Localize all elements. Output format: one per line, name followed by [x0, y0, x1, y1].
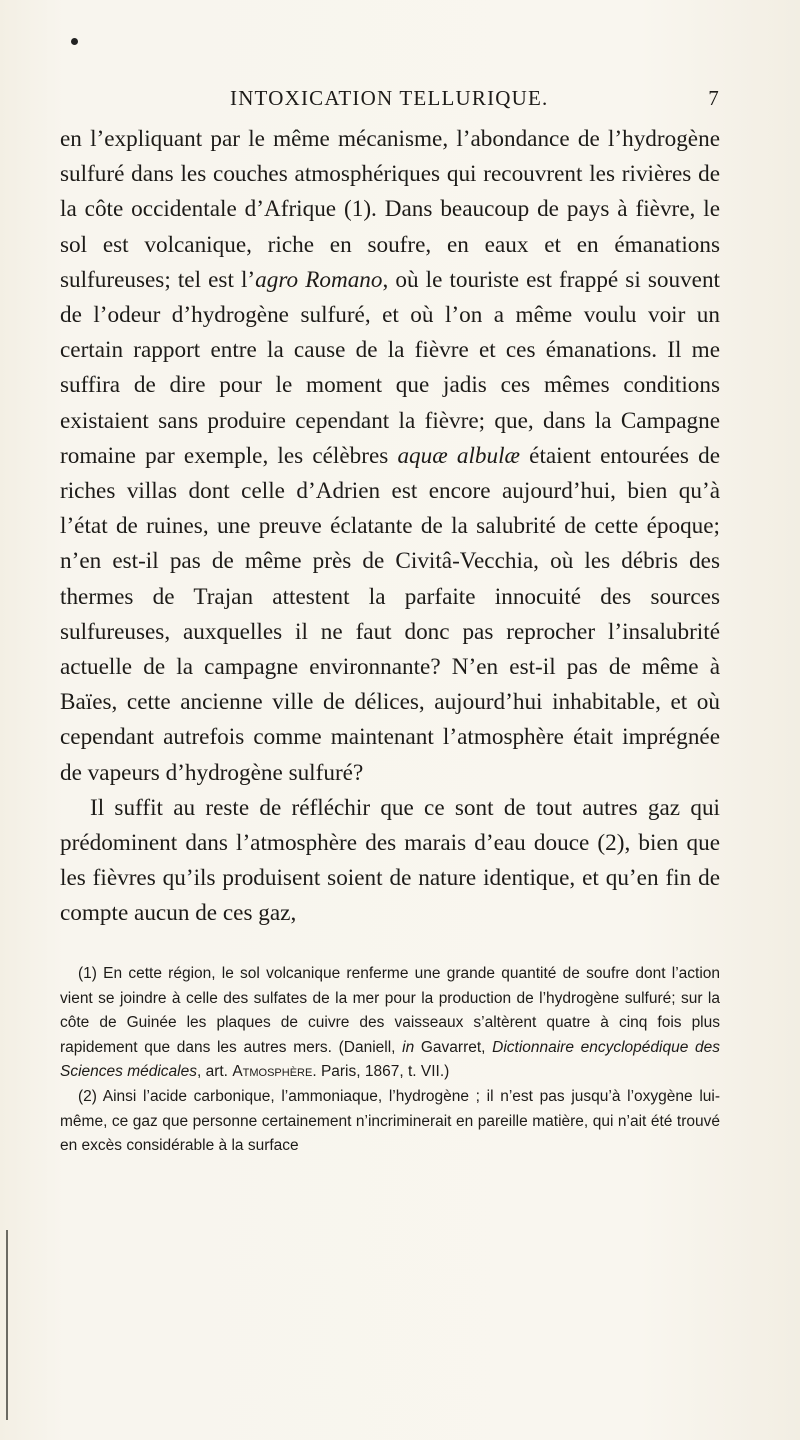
text-run: Gavarret, [414, 1038, 493, 1056]
ink-dot [71, 38, 78, 45]
text-run: , où le touriste est frappé si souvent de l’odeur d’hydrogène sulfuré, et où l’on a même voulu voir un certain rapport entre la cause de la fièvre et ces émanations. Il me suffira de dire pour le moment que jadis ces mêmes conditions existaient sans produire cependant la fièvre; que, dans la Campagne romaine par exemple, les célèbres [60, 266, 720, 469]
running-title: INTOXICATION TELLURIQUE. [230, 86, 549, 110]
italic-run: agro Romano [255, 266, 383, 293]
text-run: en l’expliquant par le même mécanisme, l’abondance de l’hydrogène sulfuré dans les couches atmosphériques qui recouvrent les rivières de la côte occidentale d’Afrique (1). Dans beaucoup de pays à fièvre, le sol est volcanique, riche en soufre, en eaux et en émanations sulfureuses; tel est [60, 126, 720, 293]
italic-run: Dictionnaire encyclopédique des Sciences médicales [60, 1038, 720, 1081]
paragraph-1 [60, 122, 720, 791]
footnotes [60, 962, 720, 1159]
text-run: l’ [240, 266, 256, 293]
text-run: (1) En cette région, le sol volcanique renferme une grande quantité de soufre dont l’action vient se joindre à celle des sulfates de la mer pour la production de l’hydrogène sulfuré; sur la côte de Guinée les plaques de cuivre des vaisseaux s’altèrent quatre à cinq fois plus rapidement que dans les autres mers. (Daniell, [60, 965, 720, 1056]
page-edge-mark [6, 1230, 8, 1420]
running-head [230, 86, 720, 116]
text-run: , art. [196, 1063, 233, 1081]
small-caps-run: Atmosphère [232, 1063, 313, 1081]
footnote-2: (2) Ainsi l’acide carbonique, l’ammoniaque, l’hydrogène ; il n’est pas jusqu’à l’oxygène lui-même, ce gaz que personne certainement n’incriminerait en pareille matière, qui n’ait été trouvé en excès considérable à la surface [60, 1087, 720, 1155]
italic-run: in [402, 1038, 415, 1056]
paragraph-2: Il suffit au reste de réfléchir que ce sont de tout autres gaz qui prédominent dans l’atmosphère des marais d’eau douce (2), bien que les fièvres qu’ils produisent soient de nature identique, et qu’en fin de compte aucun de ces gaz, [60, 794, 720, 927]
text-run: étaient entourées de riches villas dont celle d’Adrien est encore aujourd’hui, bien qu’à l’état de ruines, une preuve éclatante de la salubrité de cette époque; n’en est-il pas de même près de Civitâ-Vecchia, où les débris des thermes de Trajan attestent la parfaite innocuité des sources sulfureuses, auxquelles il ne faut donc pas reprocher l’insalubrité actuelle de la campagne environnante? N’en est-il pas de même à Baïes, cette ancienne ville de délices, aujourd’hui inhabitable, et où cependant autrefois comme maintenant l’atmosphère était imprégnée de vapeurs d’hydrogène sulfuré? [60, 442, 720, 786]
text-run: . Paris, 1867, t. VII.) [312, 1063, 450, 1081]
footnote-1 [60, 962, 720, 1085]
page-number: 7 [708, 86, 720, 110]
italic-run: aquæ albulæ [397, 442, 520, 469]
body-text [60, 122, 720, 932]
